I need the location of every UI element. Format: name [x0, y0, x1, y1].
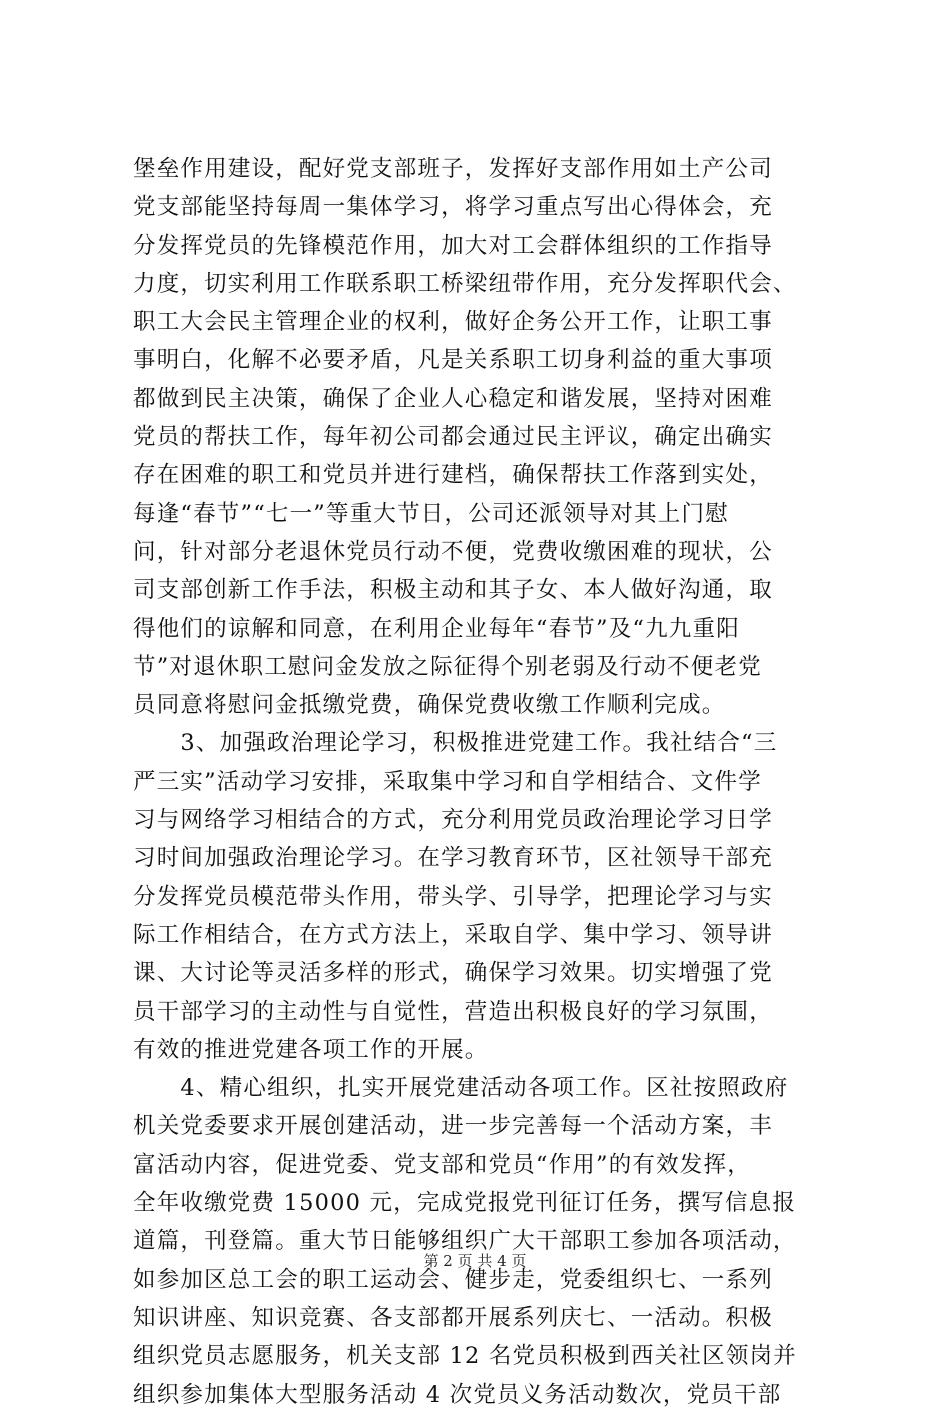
text-line: 节”对退休职工慰问金发放之际征得个别老弱及行动不便老党 — [133, 653, 762, 680]
text-line: 际工作相结合，在方式方法上，采取自学、集中学习、领导讲 — [133, 921, 773, 948]
text-line: 习时间加强政治理论学习。在学习教育环节，区社领导干部充 — [133, 845, 773, 872]
text-line: 分发挥党员模范带头作用，带头学、引导学，把理论学习与实 — [133, 883, 773, 910]
text-line: 司支部创新工作手法，积极主动和其子女、本人做好沟通，取 — [133, 577, 773, 604]
text-line: 知识讲座、知识竞赛、各支部都开展系列庆七、一活动。积极 — [133, 1304, 773, 1331]
text-line: 员同意将慰问金抵缴党费，确保党费收缴工作顺利完成。 — [133, 692, 726, 719]
text-line: 如参加区总工会的职工运动会、健步走，党委组织七、一系列 — [133, 1266, 773, 1293]
text-line: 组织参加集体大型服务活动 4 次党员义务活动数次，党员干部 — [133, 1381, 782, 1408]
document-body — [133, 150, 833, 1414]
text-line: 问，针对部分老退休党员行动不便，党费收缴困难的现状，公 — [133, 538, 773, 565]
text-line: 堡垒作用建设，配好党支部班子，发挥好支部作用如土产公司 — [133, 156, 773, 182]
text-line: 习与网络学习相结合的方式，充分利用党员政治理论学习日学 — [133, 807, 773, 834]
text-line: 存在困难的职工和党员并进行建档，确保帮扶工作落到实处， — [133, 462, 773, 489]
text-line: 员干部学习的主动性与自觉性，营造出积极良好的学习氛围， — [133, 998, 773, 1025]
text-line: 党员的帮扶工作，每年初公司都会通过民主评议，确定出确实 — [133, 424, 773, 451]
text-line: 事明白，化解不必要矛盾，凡是关系职工切身利益的重大事项 — [133, 347, 773, 374]
text-line: 分发挥党员的先锋模范作用，加大对工会群体组织的工作指导 — [133, 232, 773, 259]
text-line: 道篇，刊登篇。重大节日能够组织广大干部职工参加各项活动， — [133, 1228, 797, 1255]
text-line: 全年收缴党费 15000 元，完成党报党刊征订任务，撰写信息报 — [133, 1190, 797, 1217]
text-line: 都做到民主决策，确保了企业人心稳定和谐发展，坚持对困难 — [133, 385, 773, 412]
text-line: 有效的推进党建各项工作的开展。 — [133, 1036, 489, 1063]
page-number-footer: 第 2 页 共 4 页 — [423, 1252, 527, 1270]
text-line: 机关党委要求开展创建活动，进一步完善每一个活动方案，丰 — [133, 1113, 773, 1140]
text-line: 组织党员志愿服务，机关支部 12 名党员积极到西关社区领岗并 — [133, 1343, 797, 1370]
text-line: 得他们的谅解和同意，在利用企业每年“春节”及“九九重阳 — [133, 615, 740, 642]
text-line: 职工大会民主管理企业的权利，做好企务公开工作，让职工事 — [133, 309, 773, 336]
text-line: 富活动内容，促进党委、党支部和党员“作用”的有效发挥， — [133, 1151, 751, 1178]
text-line: 课、大讨论等灵活多样的形式，确保学习效果。切实增强了党 — [133, 960, 773, 987]
text-line: 党支部能坚持每周一集体学习，将学习重点写出心得体会，充 — [133, 194, 773, 221]
text-line: 每逢“春节”“七一”等重大节日，公司还派领导对其上门慰 — [133, 500, 729, 527]
text-line: 严三实”活动学习安排，采取集中学习和自学相结合、文件学 — [133, 768, 762, 795]
paragraph-3-start: 3、加强政治理论学习，积极推进党建工作。我社结合“三 — [133, 730, 778, 757]
paragraph-4-start: 4、精心组织，扎实开展党建活动各项工作。区社按照政府 — [133, 1075, 789, 1102]
text-line: 力度，切实利用工作联系职工桥梁纽带作用，充分发挥职代会、 — [133, 270, 797, 297]
